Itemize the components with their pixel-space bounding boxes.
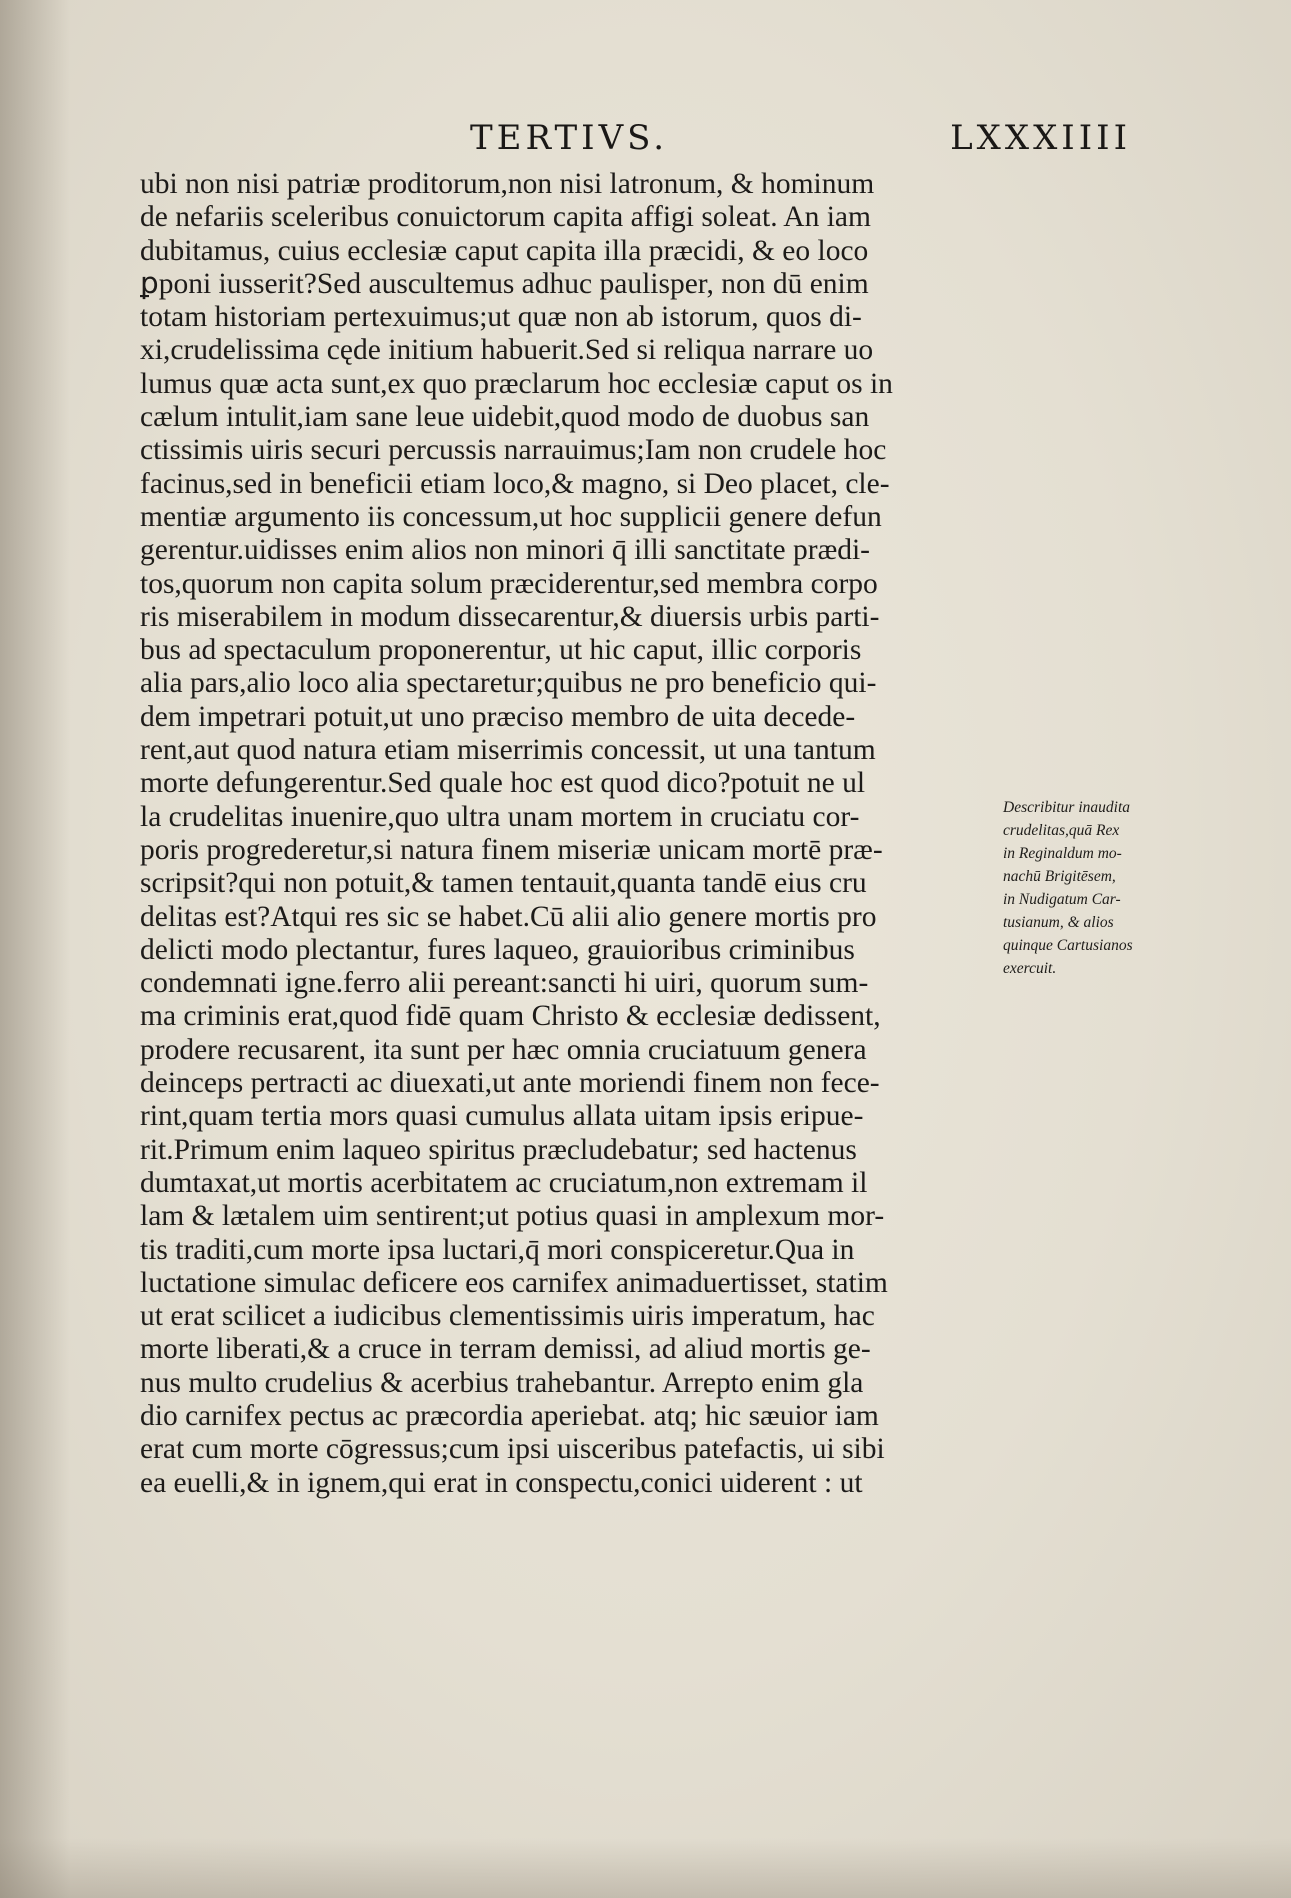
text-line: lumus quæ acta sunt,ex quo præclarum hoc ecclesiæ caput os in <box>140 367 893 400</box>
text-line: facinus,sed in beneficii etiam loco,& magno, si Deo placet, cle- <box>140 467 890 500</box>
text-line: lam & lætalem uim sentirent;ut potius quasi in amplexum mor- <box>140 1200 885 1233</box>
gutter-shadow <box>0 0 70 1898</box>
text-line: dem impetrari potuit,ut uno præciso membro de uita decede- <box>140 700 856 733</box>
text-line: rint,quam tertia mors quasi cumulus allata uitam ipsis eripue- <box>140 1100 864 1133</box>
bottom-edge-shadow <box>0 1838 1291 1898</box>
marginal-note-line: in Nudigatum Car- <box>1003 891 1121 908</box>
text-line: cælum intulit,iam sane leue uidebit,quod modo de duobus san <box>140 401 870 434</box>
running-head <box>470 118 1131 162</box>
text-line: de nefariis sceleribus conuictorum capita affigi soleat. An iam <box>140 201 871 234</box>
text-line: la crudelitas inuenire,quo ultra unam mortem in cruciatu cor- <box>140 800 860 833</box>
running-head-title: TERTIVS. <box>470 118 669 158</box>
text-line: delicti modo plectantur, fures laqueo, grauioribus criminibus <box>140 933 855 966</box>
text-line: poris progrederetur,si natura finem miseriæ unicam mortē præ- <box>140 833 883 866</box>
text-line: dubitamus, cuius ecclesiæ caput capita illa præcidi, & eo loco <box>140 234 869 267</box>
text-line: morte liberati,& a cruce in terram demissi, ad aliud mortis ge- <box>140 1333 871 1366</box>
text-line: ctissimis uiris securi percussis narrauimus;Iam non crudele hoc <box>140 434 887 467</box>
text-line: erat cum morte cōgressus;cum ipsi uisceribus patefactis, ui sibi <box>140 1433 885 1466</box>
text-line: delitas est?Atqui res sic se habet.Cū alii alio genere mortis pro <box>140 900 877 933</box>
text-line: gerentur.uidisses enim alios non minori q̄ illi sanctitate prædi- <box>140 534 871 567</box>
text-line: prodere recusarent, ita sunt per hæc omnia cruciatuum genera <box>140 1033 867 1066</box>
marginal-note-line: exercuit. <box>1003 960 1057 977</box>
marginal-note-line: quinque Cartusianos <box>1003 937 1133 954</box>
text-line: mentiæ argumento iis concessum,ut hoc supplicii genere defun <box>140 500 882 533</box>
text-line: ut erat scilicet a iudicibus clementissimis uiris imperatum, hac <box>140 1300 875 1333</box>
marginal-note-line: tusianum, & alios <box>1003 914 1114 931</box>
main-text-block <box>140 168 990 1500</box>
folio-number: LXXXIIII <box>950 118 1131 158</box>
marginal-note-line: Describitur inaudita <box>1003 799 1131 816</box>
marginal-note <box>1003 796 1173 980</box>
text-line: alia pars,alio loco alia spectaretur;quibus ne pro beneficio qui- <box>140 667 877 700</box>
show-through-mark <box>1080 300 1200 316</box>
text-line: rent,aut quod natura etiam miserrimis concessit, ut una tantum <box>140 734 876 767</box>
text-line: xi,crudelissima cęde initium habuerit.Sed si reliqua narrare uo <box>140 334 874 367</box>
text-line: deinceps pertracti ac diuexati,ut ante moriendi finem non fece- <box>140 1067 880 1100</box>
marginal-note-line: nachū Brigitēsem, <box>1003 868 1116 885</box>
text-line: dio carnifex pectus ac præcordia aperiebat. atq; hic sæuior iam <box>140 1399 879 1432</box>
text-line: rit.Primum enim laqueo spiritus præcludebatur; sed hactenus <box>140 1133 857 1166</box>
text-line: nus multo crudelius & acerbius trahebantur. Arrepto enim gla <box>140 1366 864 1399</box>
text-line: ubi non nisi patriæ proditorum,non nisi latronum, & hominum <box>140 168 875 200</box>
text-line: dumtaxat,ut mortis acerbitatem ac cruciatum,non extremam il <box>140 1166 868 1199</box>
text-line: tis traditi,cum morte ipsa luctari,q̄ mori conspiceretur.Qua in <box>140 1233 855 1266</box>
text-line: ma criminis erat,quod fidē quam Christo & ecclesiæ dedissent, <box>140 1000 881 1033</box>
text-line: bus ad spectaculum proponerentur, ut hic caput, illic corporis <box>140 634 862 667</box>
text-line: ea euelli,& in ignem,qui erat in conspectu,conici uiderent : ut <box>140 1466 863 1499</box>
text-line: ris miserabilem in modum dissecarentur,& diuersis urbis parti- <box>140 600 880 633</box>
marginal-note-line: in Reginaldum mo- <box>1003 845 1122 862</box>
text-line: luctatione simulac deficere eos carnifex animaduertisset, statim <box>140 1266 888 1299</box>
text-line: totam historiam pertexuimus;ut quæ non ab istorum, quos di- <box>140 301 862 334</box>
text-line: ꝑponi iusserit?Sed auscultemus adhuc paulisper, non dū enim <box>140 267 869 300</box>
text-line: condemnati igne.ferro alii pereant:sancti hi uiri, quorum sum- <box>140 967 869 1000</box>
text-line: tos,quorum non capita solum præciderentur,sed membra corpo <box>140 567 878 600</box>
marginal-note-line: crudelitas,quā Rex <box>1003 822 1120 839</box>
text-line: scripsit?qui non potuit,& tamen tentauit,quanta tandē eius cru <box>140 867 867 900</box>
text-line: morte defungerentur.Sed quale hoc est quod dico?potuit ne ul <box>140 767 866 800</box>
